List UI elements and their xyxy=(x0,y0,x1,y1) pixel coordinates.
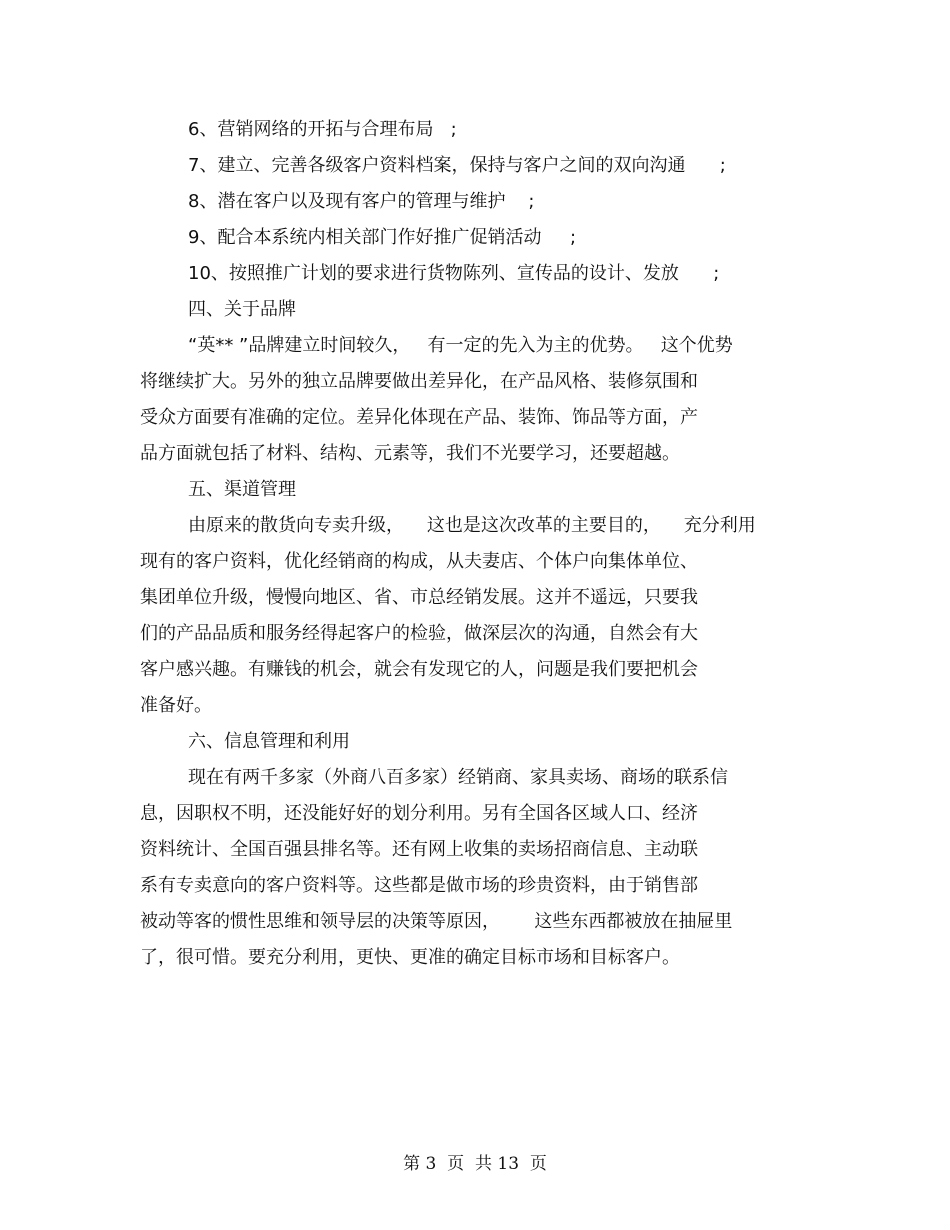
paragraph-line: 客户感兴趣。有赚钱的机会，就会有发现它的人，问题是我们要把机会 xyxy=(140,659,698,680)
paragraph-line: 由原来的散货向专卖升级， 这也是这次改革的主要目的， 充分利用 xyxy=(188,515,756,536)
document-body xyxy=(140,112,810,976)
section-heading-brand: 四、关于品牌 xyxy=(188,299,296,320)
paragraph-line: “英** ”品牌建立时间较久， 有一定的先入为主的优势。 这个优势 xyxy=(188,335,733,356)
paragraph-line: 品方面就包括了材料、结构、元素等，我们不光要学习，还要超越。 xyxy=(140,443,680,464)
paragraph-line: 受众方面要有准确的定位。差异化体现在产品、装饰、饰品等方面，产 xyxy=(140,407,698,428)
paragraph-line: 将继续扩大。另外的独立品牌要做出差异化，在产品风格、装修氛围和 xyxy=(140,371,698,392)
list-item: 8、潜在客户以及现有客户的管理与维护 ; xyxy=(188,191,535,212)
paragraph-line: 们的产品品质和服务经得起客户的检验，做深层次的沟通，自然会有大 xyxy=(140,623,698,644)
list-item: 10、按照推广计划的要求进行货物陈列、宣传品的设计、发放 ; xyxy=(188,263,720,284)
page-number-footer: 第 3 页 共 13 页 xyxy=(403,1154,547,1174)
list-item: 9、配合本系统内相关部门作好推广促销活动 ; xyxy=(188,227,577,248)
list-item: 6、营销网络的开拓与合理布局 ; xyxy=(188,119,457,140)
section-heading-channel: 五、渠道管理 xyxy=(188,479,296,500)
paragraph-line: 息，因职权不明，还没能好好的划分利用。另有全国各区域人口、经济 xyxy=(140,803,698,824)
paragraph-line: 被动等客的惯性思维和领导层的决策等原因， 这些东西都被放在抽屉里 xyxy=(140,911,733,932)
paragraph-line: 集团单位升级，慢慢向地区、省、市总经销发展。这并不遥远，只要我 xyxy=(140,587,698,608)
paragraph-line: 现有的客户资料，优化经销商的构成，从夫妻店、个体户向集体单位、 xyxy=(140,551,698,572)
section-heading-information: 六、信息管理和利用 xyxy=(188,731,350,752)
list-item: 7、建立、完善各级客户资料档案，保持与客户之间的双向沟通 ; xyxy=(188,155,726,176)
paragraph-line: 现在有两千多家（外商八百多家）经销商、家具卖场、商场的联系信 xyxy=(188,767,728,788)
paragraph-line: 资料统计、全国百强县排名等。还有网上收集的卖场招商信息、主动联 xyxy=(140,839,698,860)
paragraph-line: 了，很可惜。要充分利用，更快、更准的确定目标市场和目标客户。 xyxy=(140,947,680,968)
paragraph-line: 系有专卖意向的客户资料等。这些都是做市场的珍贵资料，由于销售部 xyxy=(140,875,698,896)
paragraph-line: 准备好。 xyxy=(140,695,212,716)
